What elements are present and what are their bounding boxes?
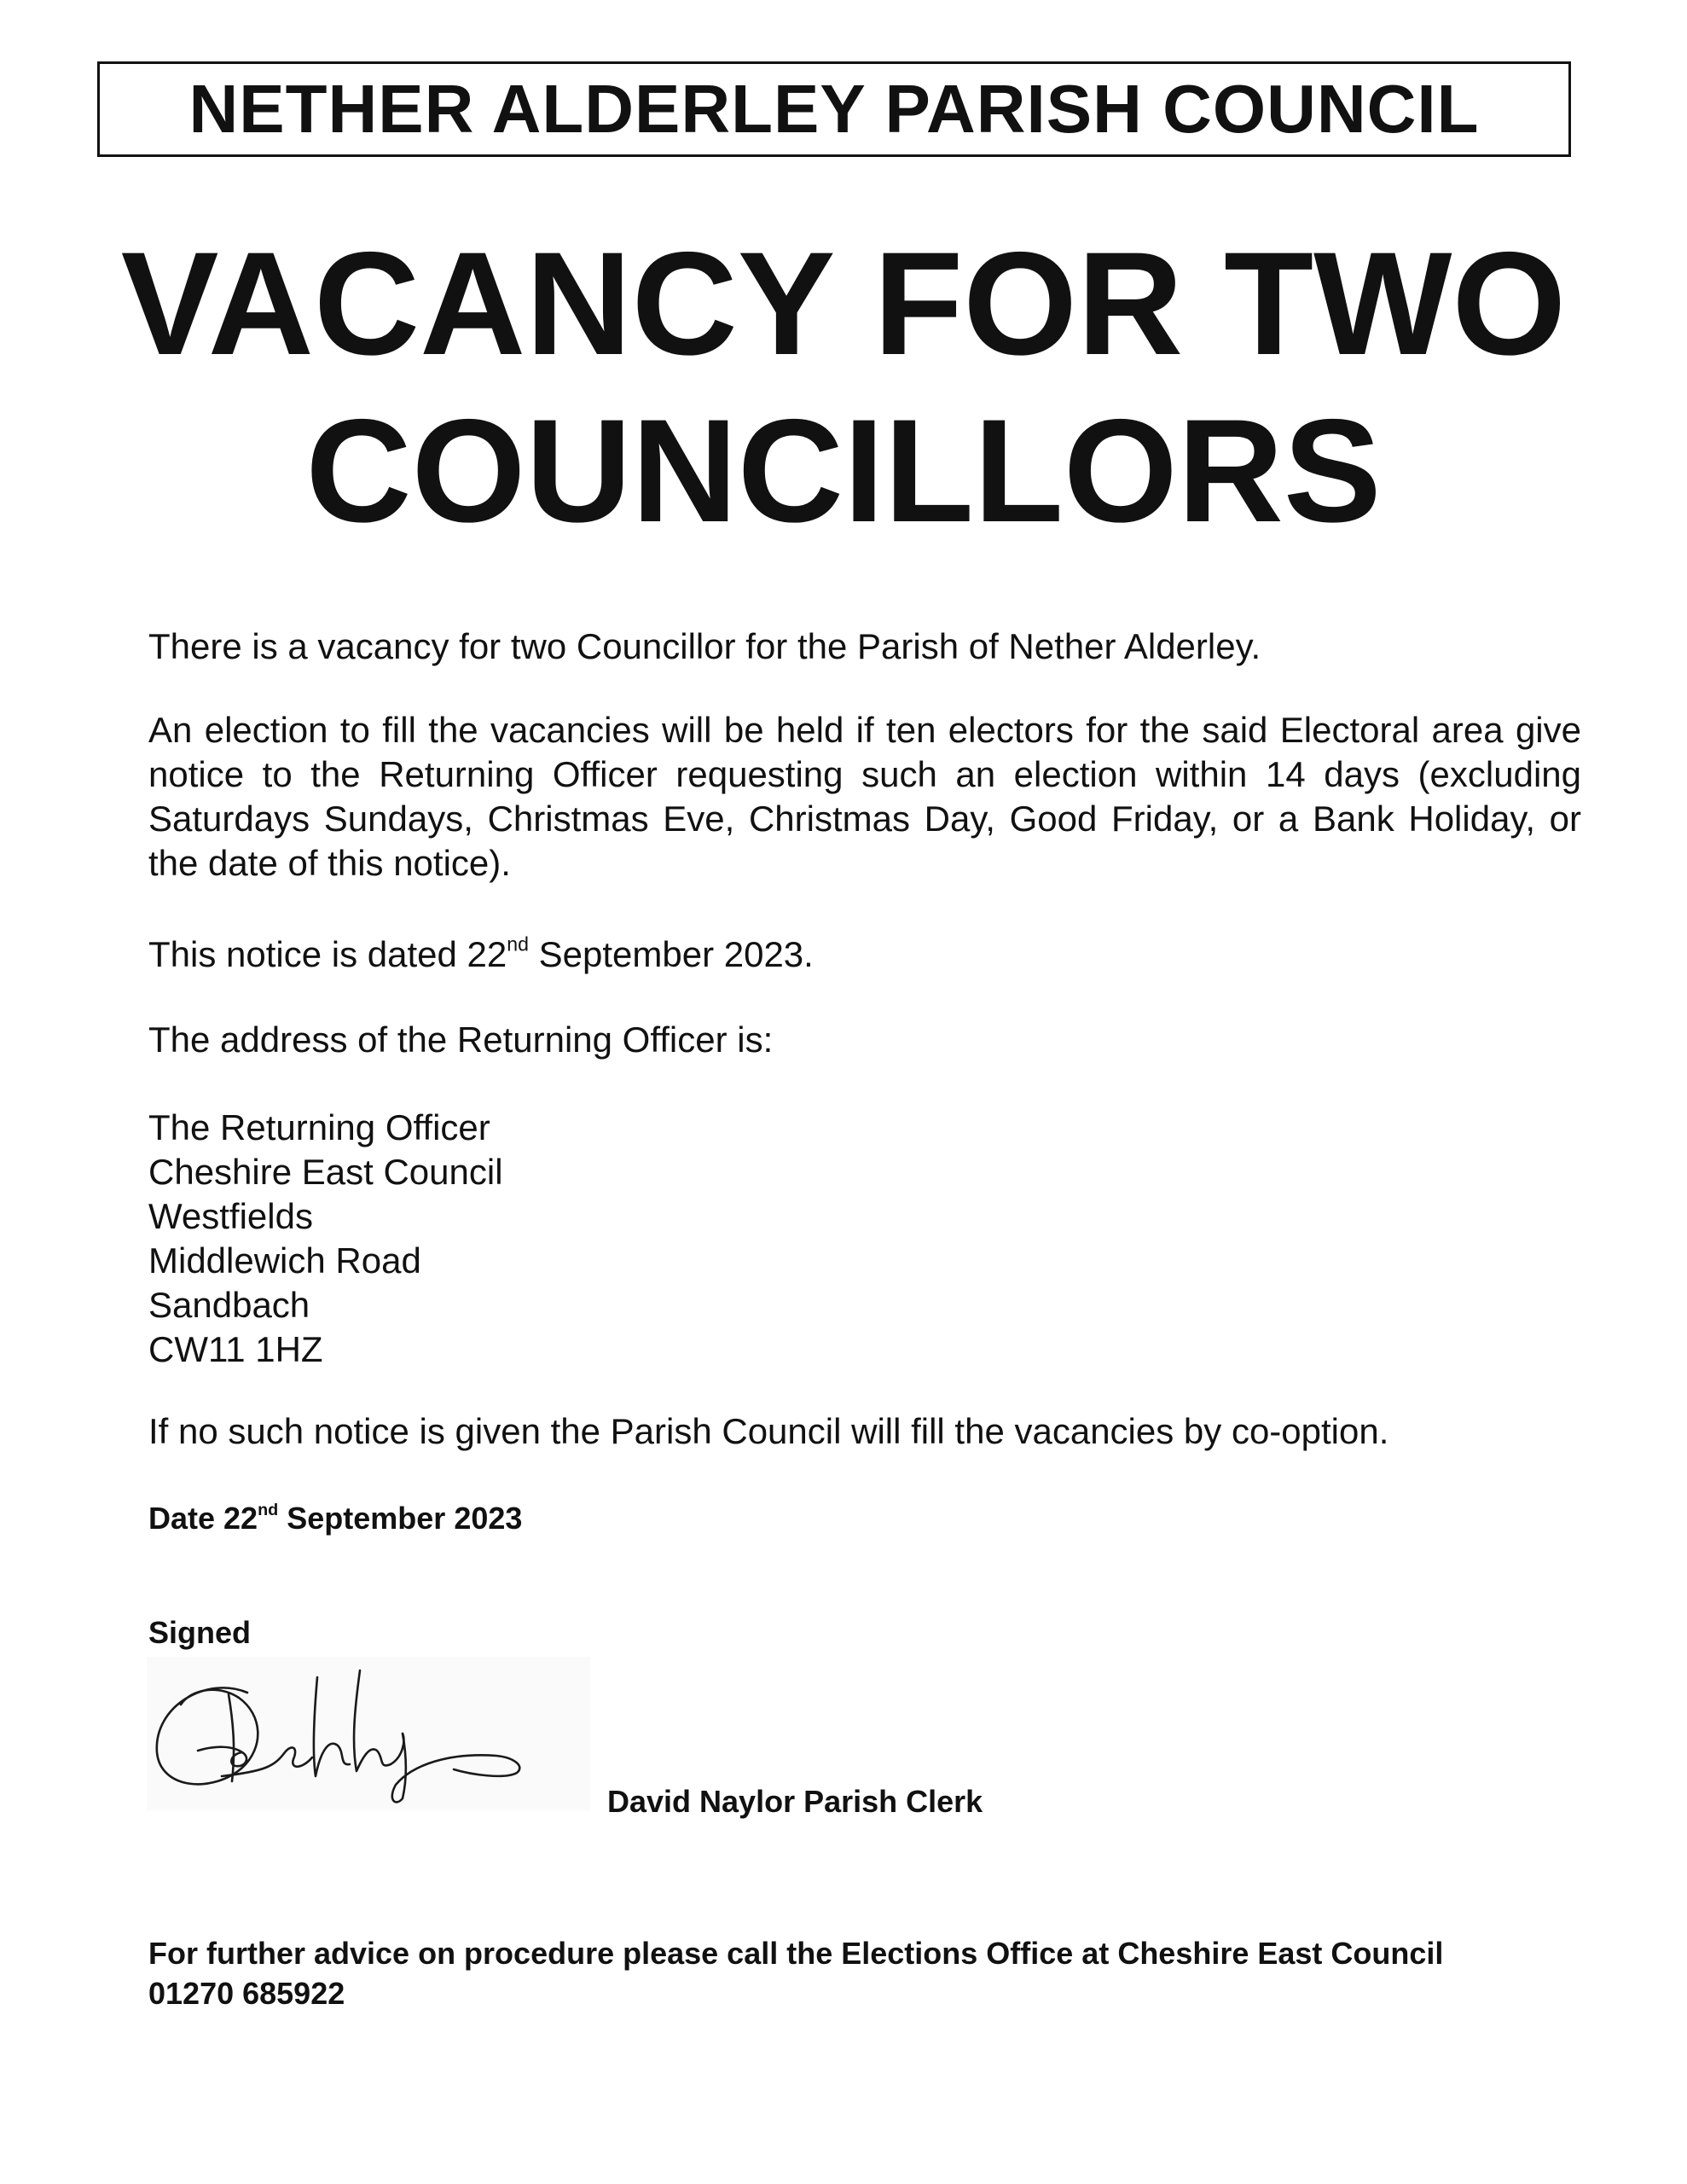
address-line: Cheshire East Council: [148, 1152, 503, 1192]
address-line: Westfields: [148, 1196, 313, 1236]
vacancy-headline: [0, 220, 1687, 555]
signoff-date-rest: September 2023: [278, 1501, 523, 1536]
headline-line-2: COUNCILLORS: [305, 389, 1382, 553]
signed-label: Signed: [148, 1615, 252, 1650]
notice-date-paragraph: [148, 932, 1581, 977]
address-line: Sandbach: [148, 1285, 310, 1325]
returning-officer-address: [148, 1106, 1581, 1372]
council-name-box: [97, 61, 1571, 157]
notice-date-prefix: This notice is dated 22: [148, 934, 507, 974]
footer-advice-text: For further advice on procedure please call the Elections Office at Cheshire East Council: [148, 1936, 1444, 1971]
handwritten-signature: [147, 1657, 590, 1810]
co-option-paragraph: If no such notice is given the Parish Council will fill the vacancies by co-option.: [148, 1411, 1389, 1451]
signature-graphic: [147, 1657, 590, 1810]
notice-date-ordinal: nd: [507, 932, 529, 956]
address-line: The Returning Officer: [148, 1107, 490, 1147]
council-name: NETHER ALDERLEY PARISH COUNCIL: [188, 71, 1480, 147]
signoff-date: [148, 1500, 522, 1537]
address-line: CW11 1HZ: [148, 1329, 323, 1369]
signoff-date-prefix: Date 22: [148, 1501, 258, 1536]
headline-line-1: VACANCY FOR TWO: [120, 222, 1567, 386]
intro-paragraph: There is a vacancy for two Councillor for the Parish of Nether Alderley.: [148, 626, 1261, 666]
signoff-date-ordinal: nd: [258, 1501, 279, 1520]
election-paragraph: An election to fill the vacancies will be held if ten electors for the said Electoral area give notice to the Returning Officer requesting such an election within 14 days (excluding Saturdays Sundays, Christmas Eve, Christmas Day, Good Friday, or a Bank Holiday, or the date of this notice).: [148, 710, 1581, 883]
address-line: Middlewich Road: [148, 1240, 421, 1281]
notice-date-rest: September 2023.: [528, 934, 814, 974]
footer-advice: [148, 1933, 1443, 2013]
address-intro: The address of the Returning Officer is:: [148, 1019, 774, 1060]
footer-phone: 01270 685922: [148, 1976, 345, 2011]
signatory-name: David Naylor Parish Clerk: [607, 1784, 983, 1819]
